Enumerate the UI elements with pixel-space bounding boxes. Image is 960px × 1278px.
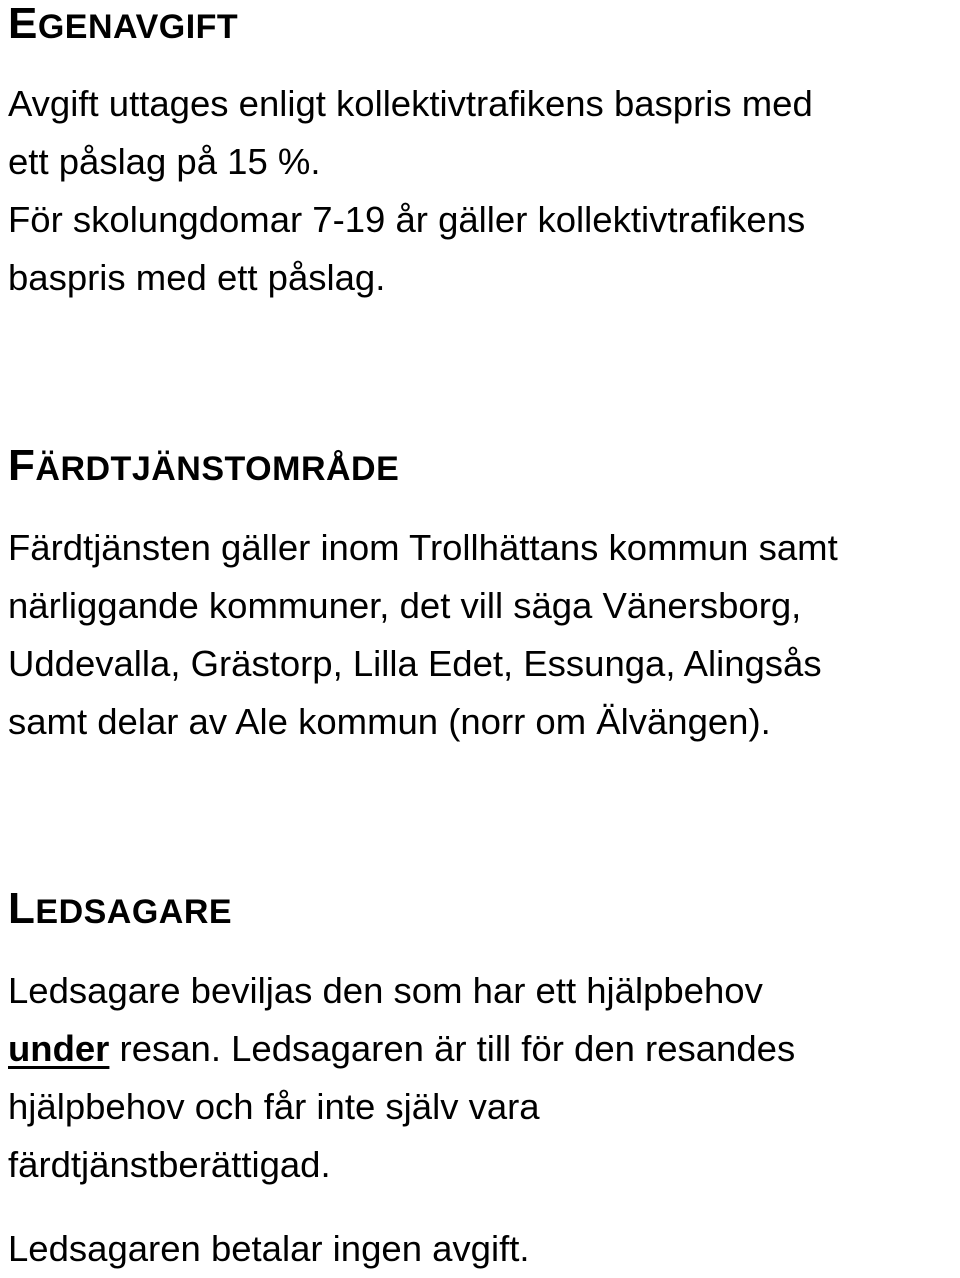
heading-fardtjanstomrade <box>8 441 400 491</box>
text-line: hjälpbehov och får inte själv vara <box>8 1086 540 1127</box>
heading-initial: F <box>8 441 36 490</box>
heading-ledsagare <box>8 884 233 934</box>
text-line: Uddevalla, Grästorp, Lilla Edet, Essunga, Alingsås <box>8 643 822 684</box>
paragraph-fardtjanstomrade <box>8 519 838 751</box>
paragraph-ledsagare-final <box>8 1220 530 1278</box>
underlined-word: under <box>8 1028 110 1069</box>
text-line: baspris med ett påslag. <box>8 257 386 298</box>
text-line: närliggande kommuner, det vill säga Vänersborg, <box>8 585 802 626</box>
text-fragment: resan. Ledsagaren är till för den resandes <box>109 1028 796 1069</box>
text-line: Avgift uttages enligt kollektivtrafikens baspris med <box>8 83 813 124</box>
text-line: ett påslag på 15 %. <box>8 141 321 182</box>
text-line: samt delar av Ale kommun (norr om Älvängen). <box>8 701 771 742</box>
heading-rest: GENAVGIFT <box>37 8 239 46</box>
text-line: För skolungdomar 7-19 år gäller kollektivtrafikens <box>8 199 806 240</box>
heading-rest: ÄRDTJÄNSTOMRÅDE <box>35 450 400 488</box>
heading-initial: L <box>8 884 36 933</box>
heading-rest: EDSAGARE <box>35 893 233 931</box>
text-line: Färdtjänsten gäller inom Trollhättans kommun samt <box>8 527 838 568</box>
heading-egenavgift <box>8 2 238 49</box>
text-line: färdtjänstberättigad. <box>8 1144 331 1185</box>
heading-initial: E <box>8 0 38 48</box>
paragraph-ledsagare <box>8 962 795 1194</box>
text-line <box>8 1020 795 1078</box>
text-line: Ledsagare beviljas den som har ett hjälpbehov <box>8 970 763 1011</box>
paragraph-egenavgift <box>8 75 813 307</box>
text-line: Ledsagaren betalar ingen avgift. <box>8 1228 530 1269</box>
